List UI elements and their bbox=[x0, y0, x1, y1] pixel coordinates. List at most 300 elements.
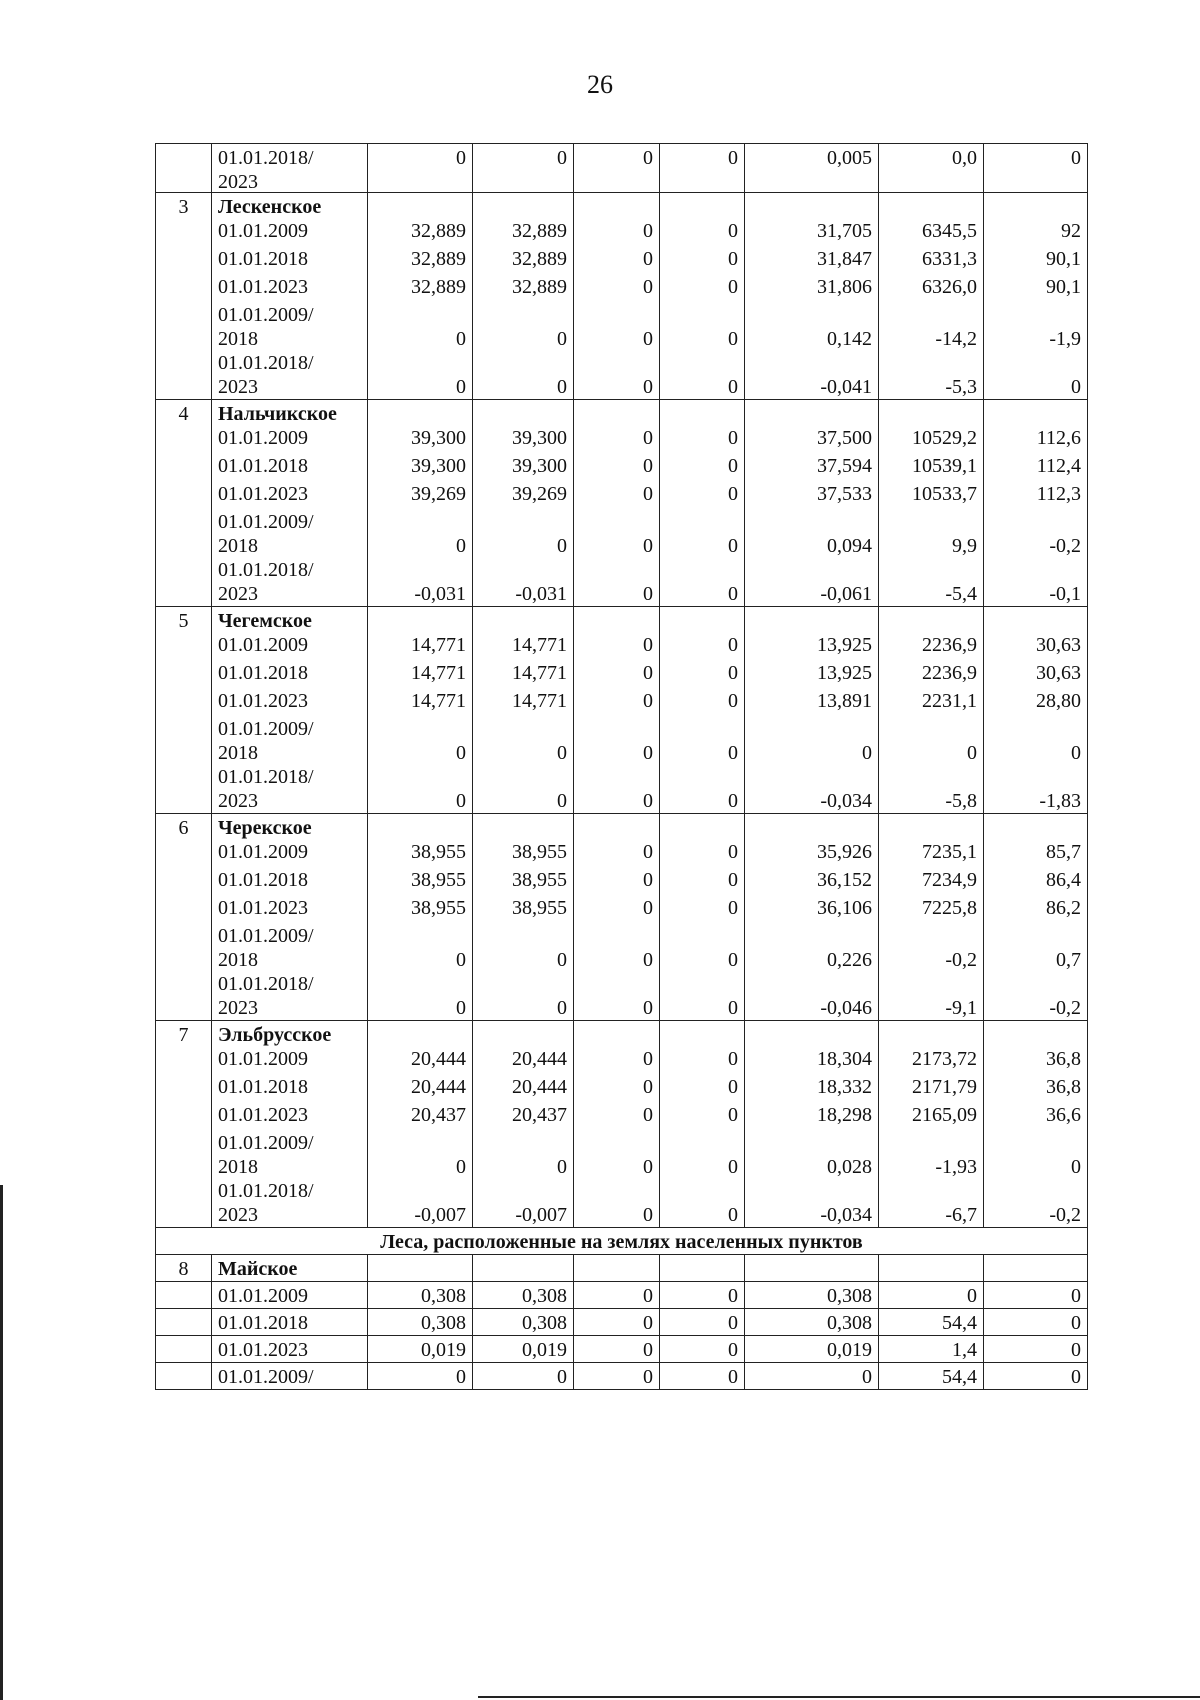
value: 0 bbox=[557, 376, 567, 398]
value: 31,705 bbox=[817, 220, 872, 242]
value-line bbox=[751, 972, 872, 1020]
value-line bbox=[751, 717, 872, 765]
value: 54,4 bbox=[879, 1309, 984, 1336]
group-row bbox=[156, 607, 1088, 814]
group-name: Эльбрусское bbox=[218, 1024, 332, 1046]
value-line bbox=[580, 426, 653, 454]
period-label: 01.01.2009/ 2018 bbox=[218, 304, 314, 350]
value: 0,094 bbox=[827, 535, 872, 557]
spacer bbox=[751, 609, 872, 633]
value: 0 bbox=[643, 1204, 653, 1226]
spacer bbox=[885, 1023, 977, 1047]
value-line bbox=[885, 247, 977, 275]
group-row bbox=[156, 193, 1088, 400]
group-label-cell bbox=[212, 193, 368, 400]
value-line bbox=[580, 1131, 653, 1179]
value: 7225,8 bbox=[922, 897, 977, 919]
value-line bbox=[580, 896, 653, 924]
value-line bbox=[580, 275, 653, 303]
value-line bbox=[751, 510, 872, 558]
value-column-cell bbox=[660, 400, 745, 607]
value-line bbox=[666, 661, 738, 689]
value-line bbox=[374, 868, 466, 896]
value: 38,955 bbox=[512, 897, 567, 919]
spacer bbox=[479, 402, 567, 426]
value-cell bbox=[574, 144, 660, 193]
value-column-cell bbox=[984, 193, 1088, 400]
value: 0 bbox=[557, 997, 567, 1019]
value: 0,142 bbox=[827, 328, 872, 350]
spacer bbox=[885, 816, 977, 840]
period-label: 01.01.2018 bbox=[218, 455, 308, 477]
value-line bbox=[751, 426, 872, 454]
value-line bbox=[666, 482, 738, 510]
value: 6331,3 bbox=[922, 248, 977, 270]
value-line bbox=[580, 219, 653, 247]
value: 0 bbox=[643, 949, 653, 971]
value-line bbox=[374, 1179, 466, 1227]
value-line bbox=[666, 510, 738, 558]
value-line bbox=[580, 510, 653, 558]
value-line bbox=[666, 275, 738, 303]
value-line bbox=[374, 303, 466, 351]
value: 0 bbox=[728, 997, 738, 1019]
value: 0 bbox=[728, 483, 738, 505]
value: 0 bbox=[1071, 376, 1081, 398]
value: 39,300 bbox=[411, 427, 466, 449]
value: 0 bbox=[660, 1282, 745, 1309]
value: 0 bbox=[728, 248, 738, 270]
value-column-cell bbox=[368, 814, 473, 1021]
spacer bbox=[666, 402, 738, 426]
value-line bbox=[885, 1047, 977, 1075]
value-line bbox=[580, 972, 653, 1020]
value-column-cell bbox=[368, 1021, 473, 1228]
table-row bbox=[156, 1363, 1088, 1390]
value-line bbox=[374, 717, 466, 765]
value-line bbox=[990, 972, 1081, 1020]
value: -1,9 bbox=[1049, 328, 1081, 350]
value: 7235,1 bbox=[922, 841, 977, 863]
value: -0,007 bbox=[515, 1204, 567, 1226]
value-line bbox=[990, 275, 1081, 303]
row-number-cell bbox=[156, 193, 212, 400]
period-label: 01.01.2009 bbox=[218, 220, 308, 242]
value: 30,63 bbox=[1036, 662, 1081, 684]
value-column-cell bbox=[745, 400, 879, 607]
value: 0 bbox=[643, 1048, 653, 1070]
value: 13,925 bbox=[817, 634, 872, 656]
value-line bbox=[580, 840, 653, 868]
period-label: 01.01.2018 bbox=[218, 662, 308, 684]
value: -0,034 bbox=[820, 1204, 872, 1226]
value-column-cell bbox=[745, 814, 879, 1021]
spacer bbox=[885, 402, 977, 426]
value-line bbox=[666, 1075, 738, 1103]
value: 28,80 bbox=[1036, 690, 1081, 712]
value-line bbox=[479, 247, 567, 275]
value-line bbox=[374, 896, 466, 924]
value: 20,437 bbox=[512, 1104, 567, 1126]
value-column-cell bbox=[879, 193, 984, 400]
value: 10539,1 bbox=[912, 455, 977, 477]
value: 0 bbox=[643, 427, 653, 449]
value: 0 bbox=[557, 328, 567, 350]
empty-cell bbox=[660, 1255, 745, 1282]
value-cell bbox=[473, 144, 574, 193]
value-column-cell bbox=[984, 814, 1088, 1021]
empty-cell bbox=[473, 1255, 574, 1282]
spacer bbox=[666, 609, 738, 633]
spacer bbox=[580, 195, 653, 219]
value-column-cell bbox=[879, 1021, 984, 1228]
value: 0,019 bbox=[745, 1336, 879, 1363]
value-line bbox=[374, 558, 466, 606]
value: 32,889 bbox=[411, 220, 466, 242]
value-line bbox=[580, 1179, 653, 1227]
value: -6,7 bbox=[945, 1204, 977, 1226]
group-row bbox=[156, 400, 1088, 607]
value-line bbox=[990, 840, 1081, 868]
value: 35,926 bbox=[817, 841, 872, 863]
value-column-cell bbox=[745, 1021, 879, 1228]
group-row bbox=[156, 814, 1088, 1021]
value: 0 bbox=[557, 1156, 567, 1178]
value-line bbox=[580, 1047, 653, 1075]
value: 0 bbox=[984, 1363, 1088, 1390]
period-label: 01.01.2018 bbox=[218, 1076, 308, 1098]
period-label: 01.01.2023 bbox=[218, 897, 308, 919]
period-label: 01.01.2009/ 2018 bbox=[218, 511, 314, 557]
group-name: Нальчикское bbox=[218, 403, 337, 425]
period-label: 01.01.2009 bbox=[218, 1048, 308, 1070]
spacer bbox=[990, 195, 1081, 219]
value: 14,771 bbox=[512, 662, 567, 684]
value-line bbox=[374, 219, 466, 247]
value: 86,2 bbox=[1046, 897, 1081, 919]
value-line bbox=[990, 1047, 1081, 1075]
spacer bbox=[751, 195, 872, 219]
value-line bbox=[374, 247, 466, 275]
value-line bbox=[751, 275, 872, 303]
value: 0 bbox=[728, 897, 738, 919]
value-line bbox=[990, 219, 1081, 247]
value: 37,533 bbox=[817, 483, 872, 505]
value: 0 bbox=[643, 1076, 653, 1098]
value: 0 bbox=[879, 1282, 984, 1309]
period-label: 01.01.2023 bbox=[212, 1336, 368, 1363]
value-line bbox=[580, 868, 653, 896]
value-column-cell bbox=[745, 193, 879, 400]
value-line bbox=[374, 840, 466, 868]
value-line bbox=[580, 1075, 653, 1103]
row-number-cell bbox=[156, 144, 212, 193]
row-number-cell bbox=[156, 607, 212, 814]
value-column-cell bbox=[368, 193, 473, 400]
value: 0 bbox=[728, 869, 738, 891]
value: 38,955 bbox=[411, 841, 466, 863]
value: 0 bbox=[728, 1204, 738, 1226]
value-line bbox=[666, 924, 738, 972]
value: 0,308 bbox=[473, 1282, 574, 1309]
value: -0,2 bbox=[1049, 535, 1081, 557]
spacer bbox=[374, 816, 466, 840]
value-line bbox=[990, 1103, 1081, 1131]
value-column-cell bbox=[879, 400, 984, 607]
value: 0 bbox=[643, 147, 653, 169]
value-line bbox=[374, 351, 466, 399]
value: 0 bbox=[643, 376, 653, 398]
value-line bbox=[580, 765, 653, 813]
value-line bbox=[990, 765, 1081, 813]
value: 0 bbox=[456, 376, 466, 398]
spacer bbox=[580, 1023, 653, 1047]
period-label: 01.01.2018/ 2023 bbox=[218, 973, 314, 1019]
value-line bbox=[990, 426, 1081, 454]
value-line bbox=[580, 247, 653, 275]
value-line bbox=[885, 426, 977, 454]
value: 32,889 bbox=[512, 248, 567, 270]
value-line bbox=[885, 661, 977, 689]
value: 0 bbox=[728, 535, 738, 557]
row-number-cell bbox=[156, 1309, 212, 1336]
value-column-cell bbox=[473, 400, 574, 607]
period-label: 01.01.2009 bbox=[218, 634, 308, 656]
value: 0 bbox=[456, 742, 466, 764]
empty-cell bbox=[368, 1255, 473, 1282]
value: 0,005 bbox=[827, 147, 872, 169]
group-label-cell bbox=[212, 1021, 368, 1228]
value-line bbox=[666, 454, 738, 482]
value-line bbox=[885, 972, 977, 1020]
value-line bbox=[580, 303, 653, 351]
value-line bbox=[885, 351, 977, 399]
period-label: 01.01.2009 bbox=[212, 1282, 368, 1309]
spacer bbox=[374, 195, 466, 219]
value: 39,300 bbox=[512, 427, 567, 449]
value-line bbox=[885, 633, 977, 661]
value-line bbox=[751, 1179, 872, 1227]
forest-data-table bbox=[155, 143, 1088, 1390]
value-cell bbox=[879, 144, 984, 193]
value: 2231,1 bbox=[922, 690, 977, 712]
value-line bbox=[479, 482, 567, 510]
spacer bbox=[479, 609, 567, 633]
value-line bbox=[479, 689, 567, 717]
group-name: Лескенское bbox=[218, 196, 322, 218]
value-line bbox=[666, 1179, 738, 1227]
value-line bbox=[479, 972, 567, 1020]
value: 2173,72 bbox=[912, 1048, 977, 1070]
value-line bbox=[580, 482, 653, 510]
value-line bbox=[885, 275, 977, 303]
group-name: Майское bbox=[212, 1255, 368, 1282]
spacer bbox=[666, 1023, 738, 1047]
value: 0 bbox=[643, 1104, 653, 1126]
table-row bbox=[156, 1336, 1088, 1363]
value-line bbox=[374, 924, 466, 972]
period-label: 01.01.2023 bbox=[218, 276, 308, 298]
value: 18,304 bbox=[817, 1048, 872, 1070]
value-line bbox=[374, 661, 466, 689]
spacer bbox=[885, 609, 977, 633]
value: 90,1 bbox=[1046, 276, 1081, 298]
value: 37,594 bbox=[817, 455, 872, 477]
empty-cell bbox=[984, 1255, 1088, 1282]
value: 0 bbox=[728, 949, 738, 971]
value: 7234,9 bbox=[922, 869, 977, 891]
value: 31,847 bbox=[817, 248, 872, 270]
row-number: 7 bbox=[178, 1024, 189, 1046]
value-line bbox=[479, 717, 567, 765]
spacer bbox=[990, 402, 1081, 426]
period-label: 01.01.2018 bbox=[212, 1309, 368, 1336]
value: 0 bbox=[473, 1363, 574, 1390]
value: 0 bbox=[643, 690, 653, 712]
value-line bbox=[885, 1131, 977, 1179]
spacer bbox=[885, 195, 977, 219]
value: 36,6 bbox=[1046, 1104, 1081, 1126]
value-line bbox=[666, 717, 738, 765]
value-column-cell bbox=[879, 607, 984, 814]
spacer bbox=[479, 195, 567, 219]
value-line bbox=[580, 1103, 653, 1131]
value: -1,83 bbox=[1039, 790, 1081, 812]
value: 36,152 bbox=[817, 869, 872, 891]
value: 0 bbox=[728, 147, 738, 169]
value: 0 bbox=[984, 1336, 1088, 1363]
value: 36,8 bbox=[1046, 1048, 1081, 1070]
value: 0,308 bbox=[473, 1309, 574, 1336]
value-line bbox=[885, 868, 977, 896]
value-line bbox=[751, 303, 872, 351]
row-number-cell bbox=[156, 1363, 212, 1390]
value: 0 bbox=[643, 455, 653, 477]
value: 14,771 bbox=[512, 634, 567, 656]
spacer bbox=[580, 402, 653, 426]
period-label: 01.01.2023 bbox=[218, 483, 308, 505]
value-column-cell bbox=[660, 1021, 745, 1228]
value-column-cell bbox=[473, 1021, 574, 1228]
value: 0,308 bbox=[745, 1309, 879, 1336]
value: 112,3 bbox=[1036, 483, 1081, 505]
value-line bbox=[990, 1179, 1081, 1227]
period-label: 01.01.2023 bbox=[218, 690, 308, 712]
value: -0,031 bbox=[515, 583, 567, 605]
value: 0 bbox=[728, 276, 738, 298]
value-line bbox=[751, 482, 872, 510]
value: 0 bbox=[728, 455, 738, 477]
value-line bbox=[666, 426, 738, 454]
value: -5,4 bbox=[945, 583, 977, 605]
group-name: Чегемское bbox=[218, 610, 312, 632]
value: 0 bbox=[728, 583, 738, 605]
value-line bbox=[751, 454, 872, 482]
value: 38,955 bbox=[411, 897, 466, 919]
value-line bbox=[990, 558, 1081, 606]
value: 0 bbox=[728, 427, 738, 449]
value: 39,269 bbox=[411, 483, 466, 505]
table-row bbox=[156, 1282, 1088, 1309]
period-label: 01.01.2009 bbox=[218, 841, 308, 863]
spacer bbox=[580, 609, 653, 633]
value: 36,8 bbox=[1046, 1076, 1081, 1098]
value-line bbox=[751, 765, 872, 813]
value-line bbox=[751, 219, 872, 247]
value: 0 bbox=[862, 742, 872, 764]
value: 0 bbox=[728, 742, 738, 764]
value: 0 bbox=[1071, 742, 1081, 764]
value: 0 bbox=[557, 742, 567, 764]
value-line bbox=[479, 1075, 567, 1103]
value-line bbox=[374, 1103, 466, 1131]
row-number: 5 bbox=[178, 610, 189, 632]
value: 37,500 bbox=[817, 427, 872, 449]
value: 0 bbox=[643, 897, 653, 919]
value: -0,1 bbox=[1049, 583, 1081, 605]
row-number: 3 bbox=[178, 196, 189, 218]
period-label: 01.01.2009/ 2018 bbox=[218, 1132, 314, 1178]
value-line bbox=[374, 633, 466, 661]
value: 0,019 bbox=[368, 1336, 473, 1363]
value: 36,106 bbox=[817, 897, 872, 919]
value-line bbox=[666, 868, 738, 896]
value-line bbox=[374, 1075, 466, 1103]
value: 0 bbox=[574, 1309, 660, 1336]
value-line bbox=[885, 689, 977, 717]
value: 0 bbox=[728, 690, 738, 712]
value-column-cell bbox=[574, 1021, 660, 1228]
value: 10533,7 bbox=[912, 483, 977, 505]
value: -9,1 bbox=[945, 997, 977, 1019]
value-line bbox=[666, 303, 738, 351]
value-line bbox=[990, 689, 1081, 717]
period-label: 01.01.2009/ 2018 bbox=[218, 718, 314, 764]
value-line bbox=[751, 247, 872, 275]
page-number: 26 bbox=[587, 70, 613, 99]
value-line bbox=[990, 1075, 1081, 1103]
value-line bbox=[580, 558, 653, 606]
value-line bbox=[885, 454, 977, 482]
row-number-cell bbox=[156, 400, 212, 607]
value: -0,2 bbox=[1049, 997, 1081, 1019]
value: 0,308 bbox=[368, 1282, 473, 1309]
value-line bbox=[666, 972, 738, 1020]
group-label-cell bbox=[212, 814, 368, 1021]
value: 0 bbox=[643, 483, 653, 505]
value: 0 bbox=[557, 949, 567, 971]
value: 2236,9 bbox=[922, 634, 977, 656]
value: 9,9 bbox=[952, 535, 977, 557]
value: 0 bbox=[456, 790, 466, 812]
value: -0,034 bbox=[820, 790, 872, 812]
value: 32,889 bbox=[411, 276, 466, 298]
period-label: 01.01.2018/ 2023 bbox=[218, 559, 314, 605]
value-line bbox=[990, 510, 1081, 558]
value: 39,300 bbox=[512, 455, 567, 477]
value: 0 bbox=[643, 634, 653, 656]
value-line bbox=[479, 219, 567, 247]
value: 0 bbox=[456, 328, 466, 350]
value: -0,041 bbox=[820, 376, 872, 398]
value-line bbox=[885, 924, 977, 972]
value-line bbox=[666, 1047, 738, 1075]
value-column-cell bbox=[368, 607, 473, 814]
value-line bbox=[479, 1131, 567, 1179]
group-label-cell bbox=[212, 400, 368, 607]
value-line bbox=[751, 558, 872, 606]
spacer bbox=[751, 816, 872, 840]
